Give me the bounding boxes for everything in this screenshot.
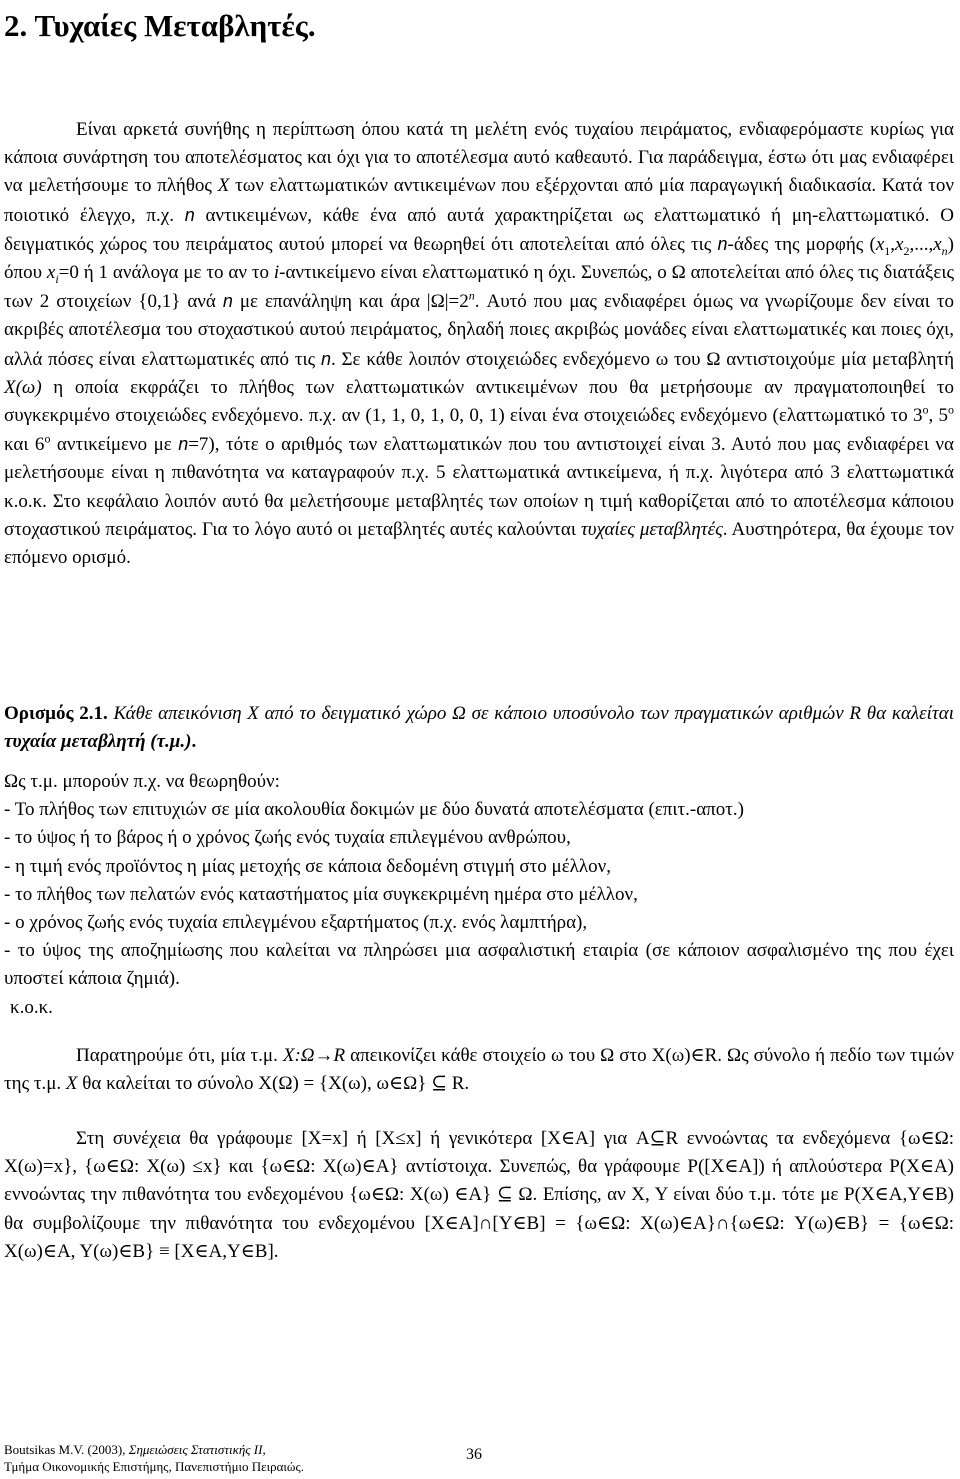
- text-run: =7), τότε ο αριθμός των ελαττωματικών που του αντιστοιχεί είναι 3. Αυτό που μας ενδιαφέρει να μελετήσουμε είναι η πιθανότητα να καταγραφούν π.χ. 5 ελαττωματικά αντικείμενα, ή π.χ. λιγότερα από 3 ελαττωματικά κ.ο.κ. Στο κεφάλαιο λοιπόν αυτό θα μελετήσουμε μεταβλητές των οποίων η τιμή καθορίζεται από το αποτέλεσμα κάποιου στοχαστικού πειράματος. Για το λόγο αυτό οι μεταβλητές αυτές καλούνται: [4, 434, 954, 540]
- text-run: Είναι αρκετά συνήθης η περίπτωση όπου κατά τη μελέτη ενός τυχαίου πειράματος, ενδιαφερόμαστε κυρίως για κάποια συνάρτηση του αποτελέσματος και όχι για το αποτέλεσμα αυτό καθεαυτό. Για παράδειγμα, έστω ότι μας ενδιαφέρει να μελετήσουμε το πλήθος: [4, 119, 954, 197]
- emphasis-term: τυχαίες μεταβλητές: [580, 518, 723, 540]
- math-expr: X:Ω→R: [282, 1045, 346, 1066]
- math-var: n: [320, 348, 331, 369]
- math-var: n: [178, 434, 189, 455]
- text-run: . Σε κάθε λοιπόν στοιχειώδες ενδεχόμενο ω του Ω αντιστοιχούμε μία μεταβλητή: [330, 348, 955, 370]
- text-run: . Ως σύνολο ή πεδίο των τιμών της τ.μ.: [4, 1045, 954, 1095]
- math-var: x: [933, 233, 942, 255]
- text-run: , 5: [928, 405, 948, 427]
- definition-paragraph: [4, 700, 954, 756]
- superscript: ο: [922, 402, 929, 417]
- section-heading: 2. Τυχαίες Μεταβλητές.: [4, 8, 316, 43]
- page-number: 36: [466, 1446, 482, 1463]
- math-var: n: [222, 291, 233, 312]
- definition-text: Κάθε απεικόνιση X από το δειγματικό χώρο Ω σε κάποιο υποσύνολο των πραγματικών αριθμών R θα καλείται: [107, 703, 954, 724]
- list-item: - το ύψος ή το βάρος ή ο χρόνος ζωής ενός τυχαία επιλεγμένου ανθρώπου,: [4, 827, 571, 849]
- subscript: n: [941, 243, 948, 258]
- footer-line-1: [4, 1441, 304, 1458]
- text-run: . Αυτό που μας ενδιαφέρει όμως να γνωρίζουμε δεν είναι το ακριβές αποτέλεσμα του στοχαστικού αυτού πειράματος, δηλαδή ποιες ακριβώς μονάδες είναι ελαττωματικές και ποιες όχι, αλλά πόσες είναι ελαττωματικές από τις: [4, 291, 954, 370]
- text-run: ) όπου: [4, 233, 954, 284]
- superscript: n: [468, 288, 475, 303]
- list-item: - ο χρόνος ζωής ενός τυχαία επιλεγμένου εξαρτήματος (π.χ. ενός λαμπτήρα),: [4, 912, 588, 934]
- math-var: X: [217, 175, 230, 197]
- text-run: με επανάληψη και άρα |Ω|=2: [232, 291, 469, 313]
- math-var: x: [875, 233, 885, 255]
- text-run: αντικείμενο με: [50, 434, 179, 456]
- math-var: n: [184, 204, 195, 225]
- text-run: .: [464, 1073, 470, 1095]
- subscript: 2: [903, 243, 910, 258]
- math-var: x: [895, 233, 904, 255]
- text-run: Παρατηρούμε ότι, μία τ.μ.: [76, 1045, 283, 1066]
- notation-paragraph: Στη συνέχεια θα γράφουμε [X=x] ή [X≤x] ή γενικότερα [X∈A] για A⊆R εννοώντας τα ενδεχόμενα {ω∈Ω: X(ω)=x}, {ω∈Ω: X(ω) ≤x} και {ω∈Ω: X(ω)∈A} αντίστοιχα. Συνεπώς, θα γράφουμε P([X∈A]) ή απλούστερα P(X∈A) εννοώντας την πιθανότητα του ενδεχομένου {ω∈Ω: X(ω) ∈A} ⊆ Ω. Επίσης, αν X, Y είναι δύο τ.μ. τότε με P(X∈A,Y∈B) θα συμβολίζουμε την πιθανότητα του ενδεχομένου [X∈A]∩[Y∈B] = {ω∈Ω: X(ω)∈A}∩{ω∈Ω: Y(ω)∈B} = {ω∈Ω: X(ω)∈A, Y(ω)∈B} ≡ [X∈A,Y∈B].: [4, 1128, 954, 1262]
- math-var: x: [46, 262, 56, 284]
- examples-list: [4, 768, 954, 1022]
- list-item: - το ύψος της αποζημίωσης που καλείται να πληρώσει μια ασφαλιστική εταιρία (σε κάποιον ασφαλισμένο της που έχει υποστεί κάποια ζημιά).: [4, 940, 954, 990]
- math-var: n: [717, 233, 728, 254]
- intro-paragraph: [4, 116, 954, 572]
- subscript: i: [55, 271, 59, 286]
- list-item: - το πλήθος των πελατών ενός καταστήματος μία συγκεκριμένη ημέρα στο μέλλον,: [4, 883, 638, 905]
- list-etc: κ.ο.κ.: [10, 996, 53, 1018]
- text-run: Boutsikas M.V. (2003),: [4, 1442, 129, 1457]
- text-run: ,: [890, 233, 896, 255]
- text-run: .: [191, 731, 197, 753]
- text-run: -άδες της μορφής (: [727, 233, 876, 255]
- list-item: - Το πλήθος των επιτυχιών σε μία ακολουθία δοκιμών με δύο δυνατά αποτελέσματα (επιτ.-αποτ.): [4, 799, 744, 821]
- text-run: -αντικείμενο είναι ελαττωματικό η όχι. Συνεπώς, ο Ω αποτελείται από όλες τις διατάξεις των 2 στοιχείων {0,1} ανά: [4, 262, 955, 313]
- definition-term: τυχαία μεταβλητή (τ.μ.): [4, 731, 192, 753]
- superscript: ο: [948, 402, 954, 417]
- subscript: 1: [884, 243, 891, 258]
- footer-line-2: Τμήμα Οικονομικής Επιστήμης, Πανεπιστήμιο Πειραιώς.: [4, 1459, 304, 1474]
- definition-label: Ορισμός 2.1.: [4, 703, 108, 724]
- superscript: ο: [44, 431, 51, 446]
- observation-paragraph: [4, 1042, 954, 1098]
- text-run: Σημειώσεις Στατιστικής ΙΙ,: [128, 1442, 266, 1457]
- examples-intro: Ως τ.μ. μπορούν π.χ. να θεωρηθούν:: [4, 771, 280, 792]
- text-run: =0 ή 1 ανάλογα με το αν το: [58, 262, 274, 284]
- list-item: - η τιμή ενός προϊόντος η μίας μετοχής σε κάποια δεδομένη στιγμή στο μέλλον,: [4, 855, 611, 877]
- text-run: αντικειμένων, κάθε ένα από αυτά χαρακτηρίζεται ως ελαττωματικό ή μη-ελαττωματικό. Ο δειγματικός χώρος του πειράματος αυτού μπορεί να θεωρηθεί ότι αποτελείται από όλες τις: [4, 204, 954, 255]
- math-expr: X(ω)∈R: [651, 1045, 718, 1066]
- footer-citation: [4, 1441, 304, 1475]
- text-run: και 6: [4, 434, 45, 456]
- text-run: η οποία εκφράζει το πλήθος των ελαττωματικών αντικειμένων που θα μετρήσουμε αν πραγματοποιηθεί το συγκεκριμένο στοιχειώδες ενδεχόμενο. π.χ. αν (1, 1, 0, 1, 0, 0, 1) είναι ένα στοιχειώδες ενδεχόμενο (ελαττωματικό το 3: [4, 376, 954, 427]
- text-run: απεικονίζει κάθε στοιχείο ω του Ω στο: [345, 1045, 652, 1066]
- text-run: των ελαττωματικών αντικειμένων που εξέρχονται από μία παραγωγική διαδικασία. Κατά τον ποιοτικό έλεγχο, π.χ.: [4, 175, 954, 226]
- math-expr: X(ω): [4, 376, 42, 398]
- math-var: X: [65, 1073, 78, 1095]
- text-run: . Αυστηρότερα, θα έχουμε τον επόμενο ορισμό.: [4, 518, 955, 569]
- text-run: θα καλείται το σύνολο: [77, 1073, 259, 1095]
- text-run: ,...,: [909, 233, 934, 255]
- math-var: i: [273, 262, 280, 284]
- math-expr: X(Ω) = {X(ω), ω∈Ω} ⊆ R: [258, 1073, 465, 1095]
